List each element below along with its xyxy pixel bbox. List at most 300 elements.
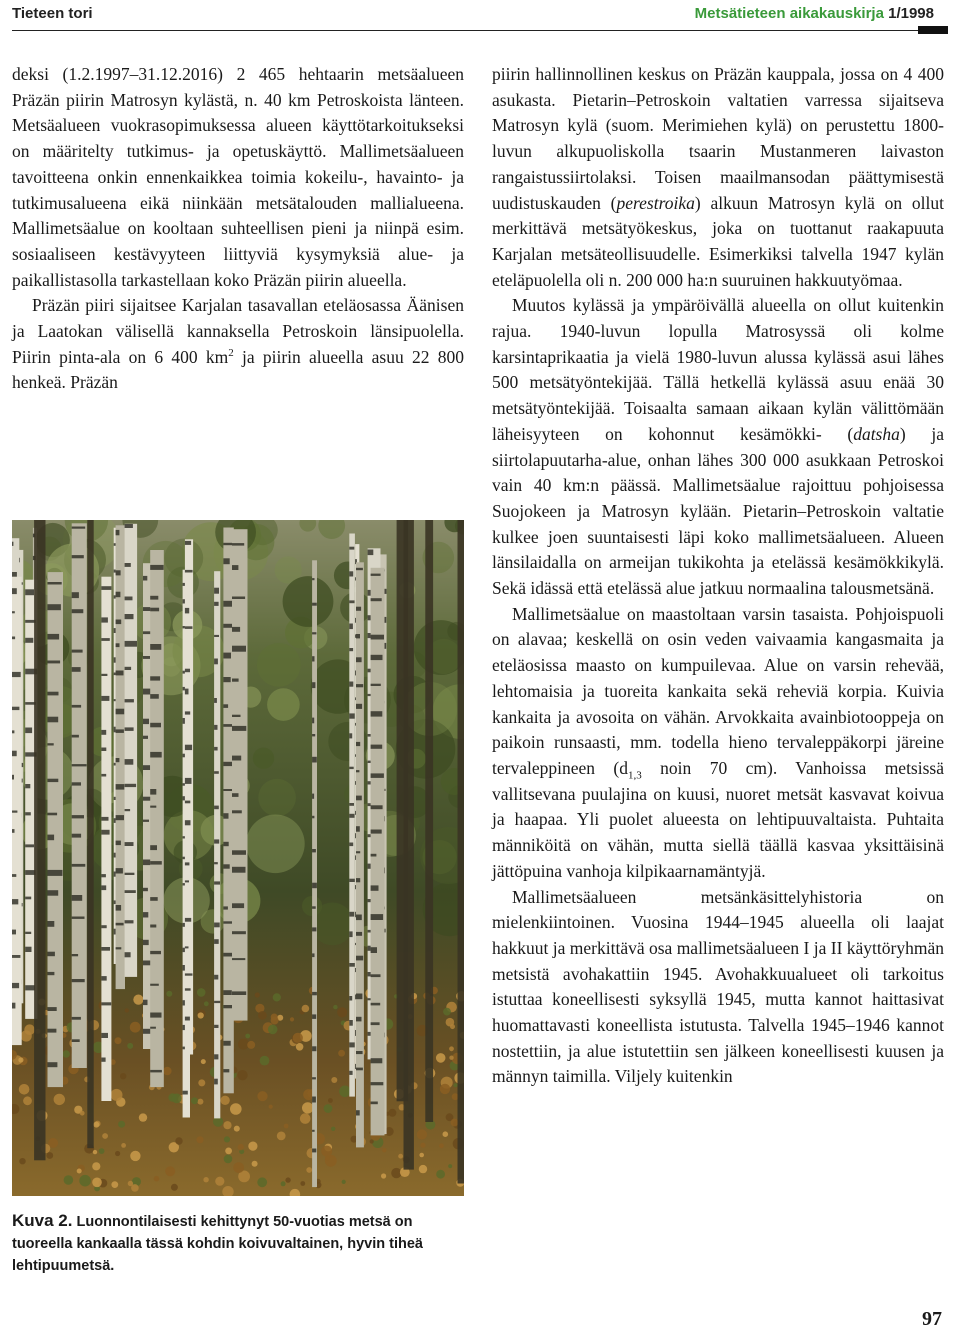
birch-bark-mark: [223, 653, 231, 659]
birch-bark-mark: [150, 925, 156, 928]
birch-bark-mark: [214, 839, 219, 843]
birch-bark-mark: [232, 565, 238, 570]
birch-bark-mark: [143, 765, 150, 770]
leaf-litter: [436, 1053, 446, 1063]
dark-trunk: [34, 520, 45, 1160]
birch-trunk: [185, 539, 193, 1054]
birch-bark-mark: [232, 991, 246, 995]
leaf-litter: [79, 1175, 91, 1187]
birch-bark-mark: [72, 864, 86, 867]
birch-bark-mark: [125, 890, 136, 893]
birch-bark-mark: [356, 657, 362, 662]
birch-trunk: [312, 560, 317, 1187]
birch-bark-mark: [116, 643, 120, 647]
birch-bark-mark: [223, 921, 232, 923]
leaf-litter: [449, 1056, 453, 1060]
birch-bark-mark: [12, 955, 20, 958]
birch-bark-mark: [25, 932, 31, 934]
birch-bark-mark: [25, 812, 31, 815]
birch-bark-mark: [371, 974, 381, 977]
birch-bark-mark: [12, 899, 18, 904]
birch-bark-mark: [150, 897, 158, 901]
birch-bark-mark: [232, 903, 244, 908]
birch-bark-mark: [48, 604, 61, 610]
journal-issue: 1/1998: [888, 5, 934, 22]
birch-bark-mark: [12, 611, 15, 613]
birch-bark-mark: [349, 931, 352, 937]
birch-bark-mark: [371, 1082, 384, 1085]
birch-bark-mark: [150, 806, 156, 808]
leaf-litter: [440, 1084, 450, 1094]
leaf-litter: [133, 995, 143, 1005]
leaf-litter: [258, 1011, 267, 1020]
leaf-litter: [80, 1111, 85, 1116]
birch-bark-mark: [150, 984, 159, 986]
birch-bark-mark: [371, 914, 384, 920]
figure-caption: [12, 1210, 464, 1277]
leaf-litter: [130, 1022, 141, 1033]
birch-bark-mark: [349, 547, 354, 550]
birch-bark-mark: [150, 644, 161, 650]
birch-bark-mark: [150, 676, 160, 680]
birch-bark-mark: [223, 842, 228, 846]
birch-bark-mark: [116, 530, 120, 535]
leaf-litter: [224, 1136, 230, 1142]
birch-bark-mark: [349, 767, 353, 769]
figure-label: Kuva 2.: [12, 1211, 73, 1230]
birch-bark-mark: [25, 985, 35, 990]
leaf-litter: [331, 1127, 335, 1131]
birch-bark-mark: [48, 890, 59, 896]
birch-bark-mark: [101, 830, 109, 835]
birch-bark-mark: [48, 870, 63, 876]
leaf-litter: [398, 1154, 403, 1159]
birch-bark-mark: [223, 624, 232, 628]
leaf-litter: [290, 1189, 301, 1196]
birch-bark-mark: [223, 864, 229, 868]
leaf-litter: [24, 1024, 35, 1035]
birch-bark-mark: [72, 815, 84, 818]
birch-bark-mark: [356, 684, 363, 687]
birch-bark-mark: [214, 862, 218, 864]
leaf-litter: [333, 1005, 337, 1009]
leaf-litter: [201, 1059, 206, 1064]
birch-bark-mark: [185, 711, 190, 714]
birch-bark-mark: [116, 729, 124, 733]
birch-bark-mark: [223, 813, 228, 819]
leaf-litter: [300, 1181, 305, 1186]
birch-bark-mark: [116, 947, 122, 949]
figure-caption-text: Luonnontilaisesti kehittynyt 50-vuotias metsä on tuoreella kankaalla tässä kohdin koivuvaltainen, hyvin tiheä lehtipuumetsä.: [12, 1214, 423, 1274]
birch-bark-mark: [116, 570, 121, 575]
birch-bark-mark: [125, 641, 137, 647]
birch-bark-mark: [185, 1017, 190, 1021]
birch-bark-mark: [312, 603, 317, 606]
birch-bark-mark: [125, 699, 134, 702]
birch-bark-mark: [371, 745, 383, 749]
leaf-litter: [439, 1143, 444, 1148]
leaf-litter: [128, 1181, 133, 1186]
birch-bark-mark: [356, 796, 362, 801]
leaf-litter: [252, 1161, 258, 1167]
birch-bark-mark: [232, 810, 242, 813]
birch-bark-mark: [25, 870, 35, 875]
leaf-litter: [382, 1148, 386, 1152]
birch-bark-mark: [185, 608, 189, 614]
leaf-litter: [115, 1037, 122, 1044]
leaf-litter: [324, 1104, 333, 1113]
birch-bark-mark: [312, 734, 315, 736]
birch-bark-mark: [312, 718, 314, 724]
left-paragraph-2-text-a: Präzän piiri sijaitsee Karjalan tasavallan eteläosassa Äänisen ja Laatokan välisellä kannaksella Petroskoin länsipuolella. Piirin pinta-ala on 6 400 km: [12, 295, 464, 367]
birch-bark-mark: [72, 917, 85, 919]
birch-bark-mark: [125, 952, 131, 957]
birch-bark-mark: [143, 1029, 151, 1034]
left-paragraph-1: deksi (1.2.1997–31.12.2016) 2 465 hehtaarin metsäalueen Präzän piirin Matrosyn kylästä, n. 40 km Petroskoista länteen. Metsäalueen vuokrasopimuksessa alueen käyttötarkoitukseksi on määritelty tutkimus- ja opetuskäyttö. Mallimetsäalueen tavoitteena onkin ennenkaikkea toimia kokeilu-, havainto- ja tutkimusalueena eikä niinkään metsätalouden mallialueena. Mallimetsäalue on kooltaan suhteellisen pieni ja niinpä esim. sosiaaliseen kestävyyteen liittyviä kysymyksiä alue- ja paikallistasolla tarkastellaan koko Präzän piirin alueella.: [12, 64, 464, 290]
birch-bark-mark: [125, 524, 133, 528]
birch-bark-mark: [185, 973, 193, 975]
birch-bark-mark: [143, 912, 148, 917]
birch-bark-mark: [356, 1017, 362, 1022]
birch-bark-mark: [101, 586, 111, 590]
birch-bark-mark: [12, 572, 17, 577]
birch-bark-mark: [232, 958, 245, 960]
birch-bark-mark: [48, 813, 58, 816]
leaf-litter: [257, 1091, 267, 1101]
leaf-litter: [46, 1152, 53, 1159]
birch-bark-mark: [48, 921, 55, 927]
birch-bark-mark: [116, 905, 122, 911]
birch-bark-mark: [48, 692, 59, 696]
leaf-litter: [64, 1175, 74, 1185]
birch-bark-mark: [101, 774, 106, 777]
foliage-blob: [258, 779, 296, 817]
birch-bark-mark: [232, 543, 244, 546]
birch-trunk: [72, 523, 87, 1068]
foliage-blob: [318, 520, 345, 539]
birch-bark-mark: [72, 735, 79, 738]
forest-photo: [12, 520, 464, 1196]
birch-bark-mark: [214, 923, 220, 928]
birch-bark-mark: [150, 694, 159, 699]
leaf-litter: [446, 1018, 455, 1027]
birch-bark-mark: [214, 939, 219, 944]
birch-bark-mark: [48, 661, 61, 664]
birch-bark-mark: [371, 1003, 381, 1006]
birch-bark-mark: [223, 789, 233, 791]
leaf-litter: [417, 1129, 427, 1139]
birch-bark-mark: [185, 626, 193, 629]
leaf-litter: [419, 1153, 424, 1158]
foliage-blob: [253, 748, 274, 769]
birch-bark-mark: [12, 930, 16, 935]
leaf-litter: [222, 1186, 233, 1196]
birch-bark-mark: [223, 704, 228, 708]
birch-bark-mark: [349, 996, 352, 1001]
birch-bark-mark: [48, 582, 62, 585]
birch-bark-mark: [214, 1054, 218, 1059]
birch-bark-mark: [185, 689, 189, 695]
birch-bark-mark: [143, 1000, 148, 1005]
birch-bark-mark: [185, 801, 190, 804]
birch-bark-mark: [371, 885, 379, 890]
birch-bark-mark: [371, 598, 382, 601]
birch-bark-mark: [223, 990, 231, 995]
leaf-litter: [453, 1083, 457, 1087]
birch-bark-mark: [116, 868, 123, 873]
leaf-litter: [443, 1008, 451, 1016]
leaf-litter: [293, 1033, 303, 1043]
right-paragraph-2: [492, 293, 944, 601]
birch-bark-mark: [143, 888, 148, 891]
leaf-litter: [19, 1084, 30, 1095]
birch-bark-mark: [125, 727, 134, 731]
leaf-litter: [284, 1124, 289, 1129]
birch-bark-mark: [116, 671, 124, 676]
datsha-term: datsha: [853, 423, 900, 444]
birch-bark-mark: [232, 597, 245, 600]
birch-bark-mark: [356, 851, 360, 853]
birch-bark-mark: [214, 1025, 218, 1028]
birch-bark-mark: [371, 574, 381, 576]
birch-bark-mark: [349, 648, 353, 651]
leaf-litter: [111, 1089, 123, 1101]
birch-bark-mark: [185, 778, 192, 784]
birch-bark-mark: [349, 803, 354, 806]
birch-bark-mark: [232, 931, 246, 934]
leaf-litter: [247, 1041, 255, 1049]
birch-bark-mark: [232, 679, 239, 682]
birch-bark-mark: [116, 758, 120, 762]
right-paragraph-1-text-a: piirin hallinnollinen keskus on Präzän kauppala, jossa on 4 400 asukasta. Pietarin–Petroskoin valtatien varressa sijaitseva Matrosyn kylä (suom. Merimiehen kylä) on perustettu 1800-luvun alkupuoliskolla tsaarin Mustanmeren laivaston rangaistussiirtolaksi. Toisen maailmansodan päättymisestä uudistuskauden (: [492, 64, 944, 213]
birch-bark-mark: [143, 607, 151, 611]
leaf-litter: [273, 993, 281, 1001]
leaf-litter: [237, 1070, 247, 1080]
birch-bark-mark: [72, 592, 79, 598]
leaf-litter: [257, 1177, 267, 1187]
leaf-litter: [203, 1177, 208, 1182]
birch-bark-mark: [368, 550, 374, 556]
right-paragraph-3-text-b: noin 70 cm). Vanhoissa metsissä vallitsevana puulajina on kuusi, nuoret metsät kasvavat koivua ja haapaa. Yli puolet alueesta on lehtipuuvaltaista. Puhtaita männiköitä on vähän, mutta siellä täällä kasvaa yksittäisinä jättöpuina vanhoja kilpikaarnamäntyjä.: [492, 757, 944, 881]
birch-bark-mark: [223, 1005, 232, 1008]
birch-bark-mark: [223, 724, 232, 727]
right-paragraph-4: Mallimetsäalueen metsänkäsittelyhistoria on mielenkiintoinen. Vuosina 1944–1945 alueella oli laajat hakkuut ja merkittävä osa mallimetsäalueen I ja II käyttöryhmän metsistä avohakattiin 1945. Avohakkuualueet oli tarkoitus istuttaa koneellisesti syksyllä 1945, mutta kannot haittasivat huomattavasti koneellista istutusta. Talvella 1945–1946 kannot nostettiin, ja alue istutettiin sen jälkeen koneellisesti kuusen ja männyn taimilla. Viljely kuitenkin: [492, 886, 944, 1087]
birch-bark-mark: [72, 834, 81, 838]
birch-bark-mark: [12, 1003, 15, 1009]
birch-bark-mark: [12, 874, 16, 877]
right-paragraph-3: [492, 602, 944, 885]
birch-bark-mark: [185, 862, 190, 865]
birch-bark-mark: [25, 589, 34, 595]
birch-bark-mark: [349, 624, 353, 630]
birch-trunk: [125, 524, 138, 977]
leaf-litter: [197, 988, 206, 997]
forest-photo-image: [12, 520, 464, 1196]
birch-bark-mark: [312, 794, 314, 799]
leaf-litter: [233, 1162, 244, 1173]
birch-bark-mark: [185, 918, 191, 922]
birch-bark-mark: [371, 711, 383, 716]
left-paragraph-2: [12, 293, 464, 396]
birch-bark-mark: [101, 885, 106, 890]
birch-bark-mark: [223, 906, 228, 909]
birch-bark-mark: [143, 719, 149, 724]
birch-bark-mark: [150, 861, 162, 865]
leaf-litter: [93, 1150, 97, 1154]
birch-bark-mark: [101, 748, 106, 752]
birch-bark-mark: [312, 883, 317, 889]
birch-bark-mark: [232, 726, 246, 731]
birch-bark-mark: [150, 1027, 156, 1029]
birch-bark-mark: [25, 784, 30, 788]
leaf-litter: [115, 1151, 120, 1156]
birch-bark-mark: [48, 1029, 57, 1033]
leaf-litter: [225, 1148, 232, 1155]
birch-bark-mark: [312, 1149, 316, 1153]
birch-bark-mark: [185, 880, 189, 882]
birch-bark-mark: [72, 705, 81, 708]
leaf-litter: [99, 1148, 105, 1154]
leaf-litter: [215, 1177, 224, 1186]
birch-bark-mark: [143, 656, 150, 659]
birch-bark-mark: [101, 638, 109, 641]
birch-bark-mark: [223, 762, 233, 766]
birch-bark-mark: [185, 745, 192, 750]
foliage-blob: [257, 643, 301, 687]
leaf-litter: [277, 1132, 286, 1141]
birch-bark-mark: [349, 1071, 352, 1075]
header-marker: [918, 26, 948, 34]
birch-bark-mark: [48, 835, 55, 841]
birch-bark-mark: [214, 659, 218, 665]
birch-bark-mark: [185, 820, 191, 825]
birch-bark-mark: [312, 953, 314, 957]
birch-bark-mark: [101, 817, 108, 821]
birch-bark-mark: [48, 779, 59, 782]
leaf-litter: [285, 1177, 290, 1182]
birch-bark-mark: [72, 555, 84, 558]
birch-bark-mark: [72, 609, 84, 613]
birch-bark-mark: [12, 542, 13, 546]
birch-bark-mark: [185, 570, 193, 573]
birch-bark-mark: [72, 527, 86, 529]
birch-trunk: [371, 568, 385, 1136]
birch-bark-mark: [116, 841, 121, 846]
birch-bark-mark: [48, 952, 55, 957]
leaf-litter: [238, 1144, 244, 1150]
leaf-litter: [54, 1094, 65, 1105]
birch-bark-mark: [349, 843, 353, 847]
birch-bark-mark: [312, 578, 314, 580]
birch-bark-mark: [48, 743, 54, 745]
leaf-litter: [337, 1007, 347, 1017]
right-paragraph-1: [492, 62, 944, 293]
left-column: [12, 62, 464, 396]
birch-bark-mark: [150, 1013, 161, 1018]
perestroika-term: perestroika: [616, 192, 695, 213]
leaf-litter: [198, 1079, 205, 1086]
right-column: [492, 62, 944, 1090]
leaf-litter: [234, 1126, 240, 1132]
birch-bark-mark: [371, 947, 377, 953]
birch-bark-mark: [101, 976, 106, 981]
birch-bark-mark: [356, 915, 362, 921]
leaf-litter: [302, 1005, 310, 1013]
leaf-litter: [290, 1017, 294, 1021]
birch-bark-mark: [349, 733, 352, 738]
birch-bark-mark: [72, 650, 83, 653]
birch-bark-mark: [356, 568, 363, 570]
leaf-litter: [338, 1050, 345, 1057]
birch-bark-mark: [232, 850, 246, 855]
birch-bark-mark: [312, 1077, 316, 1079]
birch-bark-mark: [125, 842, 134, 846]
birch-bark-mark: [349, 879, 355, 882]
leaf-litter: [92, 1162, 100, 1170]
birch-bark-mark: [356, 607, 361, 611]
birch-bark-mark: [101, 1033, 108, 1038]
leaf-litter: [175, 1137, 182, 1144]
birch-bark-mark: [223, 601, 233, 607]
leaf-litter: [102, 1133, 108, 1139]
leaf-litter: [443, 1131, 449, 1137]
birch-bark-mark: [12, 751, 17, 757]
birch-bark-mark: [150, 608, 159, 612]
birch-bark-mark: [125, 614, 134, 619]
birch-bark-mark: [143, 631, 151, 634]
leaf-litter: [248, 1142, 257, 1151]
birch-bark-mark: [312, 1097, 316, 1103]
birch-bark-mark: [223, 543, 232, 545]
birch-bark-mark: [150, 845, 157, 850]
birch-bark-mark: [349, 571, 353, 576]
birch-bark-mark: [125, 809, 131, 811]
leaf-litter: [196, 1136, 203, 1143]
birch-bark-mark: [356, 956, 363, 961]
leaf-litter: [331, 1077, 337, 1083]
birch-bark-mark: [48, 1007, 57, 1011]
birch-bark-mark: [12, 983, 19, 988]
leaf-litter: [19, 1158, 25, 1164]
birch-bark-mark: [349, 1020, 353, 1026]
birch-bark-mark: [12, 829, 15, 833]
leaf-litter: [451, 1119, 459, 1127]
birch-bark-mark: [312, 1130, 315, 1132]
birch-bark-mark: [116, 620, 122, 625]
birch-bark-mark: [371, 684, 381, 686]
birch-bark-mark: [223, 677, 230, 682]
birch-bark-mark: [371, 655, 383, 660]
birch-bark-mark: [72, 764, 87, 766]
leaf-litter: [388, 1109, 396, 1117]
leaf-litter: [230, 1103, 242, 1115]
birch-bark-mark: [150, 565, 163, 570]
subscript-index: 1,3: [628, 769, 642, 782]
birch-bark-mark: [371, 1102, 378, 1105]
birch-bark-mark: [101, 617, 108, 622]
leaf-litter: [296, 1043, 304, 1051]
leaf-litter: [281, 1181, 286, 1186]
birch-bark-mark: [312, 927, 316, 931]
birch-bark-mark: [12, 811, 17, 813]
birch-bark-mark: [48, 972, 55, 975]
birch-bark-mark: [312, 816, 314, 819]
birch-bark-mark: [116, 592, 121, 598]
birch-bark-mark: [125, 759, 134, 765]
birch-bark-mark: [232, 867, 246, 873]
leaf-litter: [63, 1050, 70, 1057]
birch-bark-mark: [232, 715, 241, 717]
